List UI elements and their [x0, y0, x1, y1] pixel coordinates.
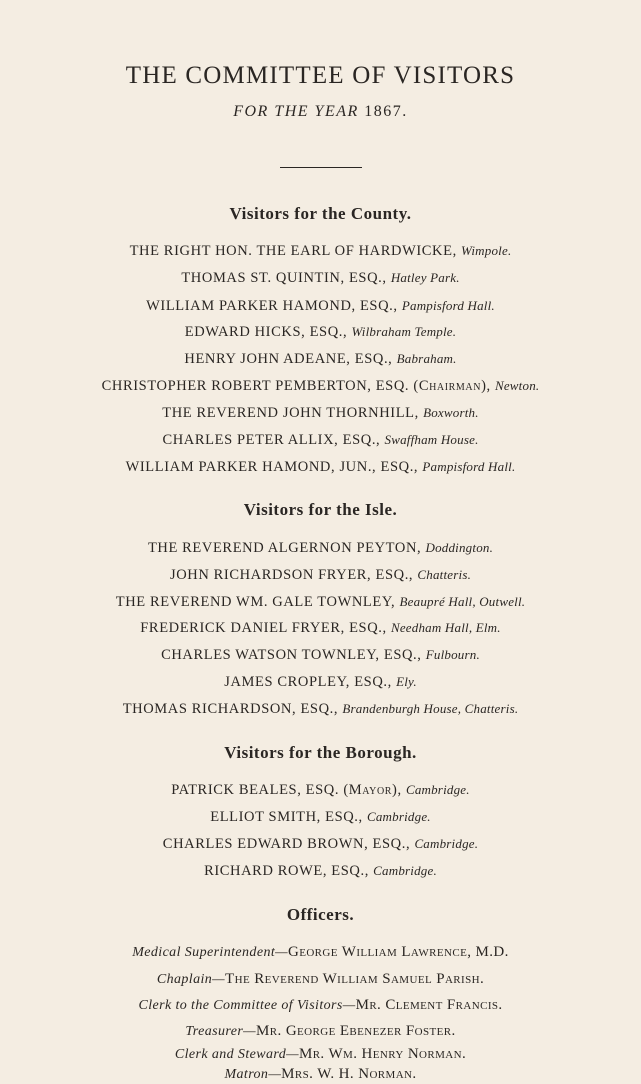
county-entry	[0, 459, 641, 476]
officer-entry	[0, 997, 641, 1014]
entry-name: RICHARD ROWE, ESQ.,	[204, 863, 369, 879]
entry-place: Babraham.	[396, 351, 457, 366]
borough-entry	[0, 809, 641, 826]
entry-place: Chatteris.	[417, 567, 472, 582]
entry-name: THE RIGHT HON. THE EARL OF HARDWICKE,	[129, 243, 457, 259]
entry-place: Hatley Park.	[390, 270, 460, 285]
entry-name: CHRISTOPHER ROBERT PEMBERTON, ESQ.	[101, 378, 410, 394]
entry-name: CHARLES PETER ALLIX, ESQ.,	[162, 432, 381, 448]
entry-place: Wilbraham Temple.	[351, 324, 457, 339]
officer-role: Treasurer—	[185, 1024, 257, 1039]
entry-name: CHARLES WATSON TOWNLEY, ESQ.,	[161, 647, 422, 663]
entry-place: Pampisford Hall.	[422, 459, 516, 474]
officer-entry	[0, 1046, 641, 1063]
entry-place: Beaupré Hall, Outwell.	[399, 594, 526, 609]
entry-name: JAMES CROPLEY, ESQ.,	[224, 674, 392, 690]
officer-name: George William Lawrence, M.D.	[287, 944, 509, 960]
entry-name: WILLIAM PARKER HAMOND, ESQ.,	[146, 298, 398, 314]
county-entry	[0, 405, 641, 422]
entry-place: Needham Hall, Elm.	[390, 620, 501, 635]
officer-entry	[0, 1066, 641, 1083]
isle-entry	[0, 567, 641, 584]
officer-name: Mrs. W. H. Norman.	[281, 1066, 417, 1082]
entry-name: THOMAS ST. QUINTIN, ESQ.,	[181, 270, 387, 286]
page-subtitle	[0, 103, 641, 121]
county-entry	[0, 298, 641, 315]
officer-entry	[0, 944, 641, 961]
entry-place: Ely.	[396, 674, 417, 689]
entry-place: Pampisford Hall.	[401, 298, 495, 313]
officer-role: Matron—	[224, 1067, 282, 1082]
isle-entry	[0, 701, 641, 718]
entry-name: THE REVEREND JOHN THORNHILL,	[162, 405, 419, 421]
entry-place: Brandenburgh House, Chatteris.	[342, 701, 519, 716]
officer-name: The Reverend William Samuel Parish.	[225, 971, 485, 987]
subtitle-text: FOR THE YEAR	[233, 103, 359, 120]
officer-role: Medical Superintendent—	[132, 945, 288, 960]
entry-note: (Chairman),	[413, 378, 491, 394]
county-entry	[0, 351, 641, 368]
borough-entry	[0, 782, 641, 799]
entry-place: Boxworth.	[423, 405, 479, 420]
entry-name: WILLIAM PARKER HAMOND, JUN., ESQ.,	[125, 459, 419, 475]
subtitle-year: 1867.	[364, 103, 408, 120]
county-heading: Visitors for the County.	[229, 204, 412, 223]
entry-name: ELLIOT SMITH, ESQ.,	[210, 809, 363, 825]
officer-role: Clerk and Steward—	[174, 1047, 299, 1062]
entry-name: JOHN RICHARDSON FRYER, ESQ.,	[169, 567, 414, 583]
county-entry	[0, 243, 641, 260]
entry-name: CHARLES EDWARD BROWN, ESQ.,	[162, 836, 411, 852]
entry-place: Swaffham House.	[384, 432, 479, 447]
entry-place: Cambridge.	[373, 863, 437, 878]
isle-entry	[0, 647, 641, 664]
entry-place: Fulbourn.	[425, 647, 480, 662]
officer-entry	[0, 971, 641, 988]
officer-role: Clerk to the Committee of Visitors—	[138, 998, 356, 1013]
officer-name: Mr. Clement Francis.	[355, 997, 503, 1013]
entry-name: HENRY JOHN ADEANE, ESQ.,	[184, 351, 393, 367]
county-entry	[0, 270, 641, 287]
isle-entry	[0, 620, 641, 637]
officers-heading: Officers.	[286, 905, 355, 924]
officer-entry	[0, 1023, 641, 1040]
entry-name: THE REVEREND WM. GALE TOWNLEY,	[115, 594, 396, 610]
entry-name: THOMAS RICHARDSON, ESQ.,	[122, 701, 339, 717]
divider-rule	[280, 167, 362, 168]
entry-name: FREDERICK DANIEL FRYER, ESQ.,	[140, 620, 387, 636]
entry-place: Cambridge.	[366, 809, 431, 824]
borough-entry	[0, 863, 641, 880]
page-title: THE COMMITTEE OF VISITORS	[125, 62, 516, 89]
officer-role: Chaplain—	[156, 972, 226, 987]
entry-place: Newton.	[494, 378, 540, 393]
borough-heading: Visitors for the Borough.	[224, 743, 417, 762]
entry-note: (Mayor),	[343, 782, 402, 798]
entry-place: Wimpole.	[461, 243, 512, 258]
isle-heading: Visitors for the Isle.	[243, 500, 398, 519]
officer-name: Mr. George Ebenezer Foster.	[256, 1023, 456, 1039]
isle-entry	[0, 540, 641, 557]
entry-name: PATRICK BEALES, ESQ.	[171, 782, 340, 798]
isle-entry	[0, 674, 641, 691]
county-entry	[0, 324, 641, 341]
isle-entry	[0, 594, 641, 611]
officer-name: Mr. Wm. Henry Norman.	[298, 1046, 467, 1062]
county-entry	[0, 378, 641, 395]
entry-name: EDWARD HICKS, ESQ.,	[184, 324, 348, 340]
county-entry	[0, 432, 641, 449]
entry-name: THE REVEREND ALGERNON PEYTON,	[147, 540, 422, 556]
entry-place: Cambridge.	[414, 836, 479, 851]
borough-entry	[0, 836, 641, 853]
entry-place: Cambridge.	[405, 782, 470, 797]
entry-place: Doddington.	[425, 540, 494, 555]
